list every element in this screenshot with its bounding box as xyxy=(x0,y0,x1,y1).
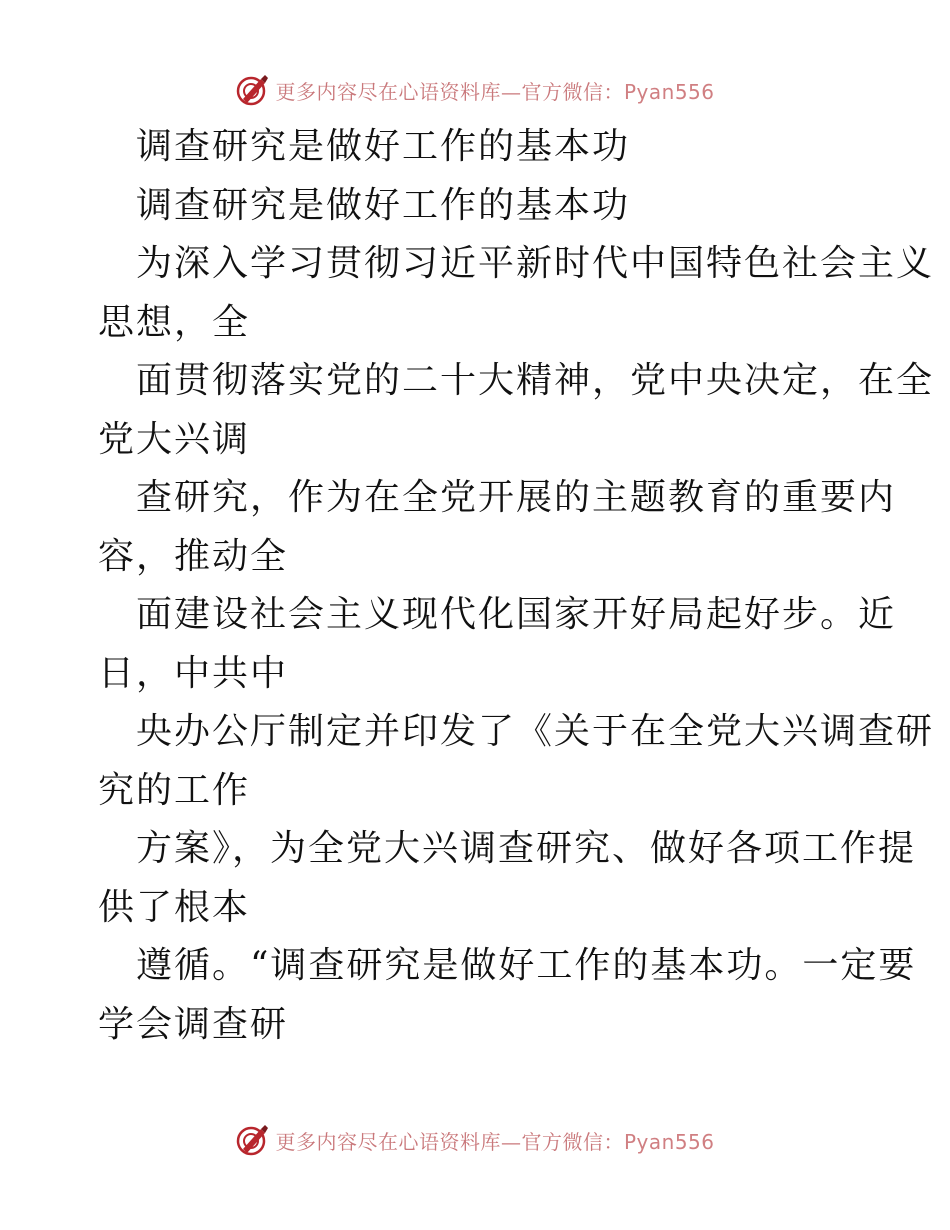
doc-line: 调查研究是做好工作的基本功 xyxy=(136,184,631,226)
wechat-handle: Pyan556 xyxy=(623,79,715,104)
doc-line: 党大兴调 xyxy=(98,418,251,460)
wechat-handle: Pyan556 xyxy=(623,1129,715,1154)
doc-line: 供了根本 xyxy=(98,886,251,928)
document-body xyxy=(98,118,935,1054)
doc-line: 究的工作 xyxy=(98,769,251,811)
doc-line: 学会调查研 xyxy=(98,1003,289,1045)
banner-text: 更多内容尽在心语资料库—官方微信：Pyan556 xyxy=(275,79,715,104)
doc-line: 方案》，为全党大兴调查研究、做好各项工作提 xyxy=(136,828,917,869)
doc-line: 面建设社会主义现代化国家开好局起好步。近 xyxy=(136,594,897,635)
banner-text: 更多内容尽在心语资料库—官方微信：Pyan556 xyxy=(275,1129,715,1154)
doc-line: 为深入学习贯彻习近平新时代中国特色社会主义 xyxy=(136,243,935,284)
doc-line: 调查研究是做好工作的基本功 xyxy=(136,126,631,167)
doc-line: 日，中共中 xyxy=(98,652,289,694)
doc-line: 央办公厅制定并印发了《关于在全党大兴调查研 xyxy=(136,711,935,752)
header-banner xyxy=(0,70,950,110)
pen-logo-icon xyxy=(235,1123,269,1157)
footer-banner xyxy=(0,1120,950,1160)
doc-line: 面贯彻落实党的二十大精神，党中央决定，在全 xyxy=(136,360,935,401)
doc-line: 容，推动全 xyxy=(98,535,289,577)
doc-line: 查研究，作为在全党开展的主题教育的重要内 xyxy=(136,477,897,518)
pen-logo-icon xyxy=(235,73,269,107)
doc-line: 遵循。“调查研究是做好工作的基本功。一定要 xyxy=(136,945,917,986)
doc-line: 思想，全 xyxy=(98,301,251,343)
